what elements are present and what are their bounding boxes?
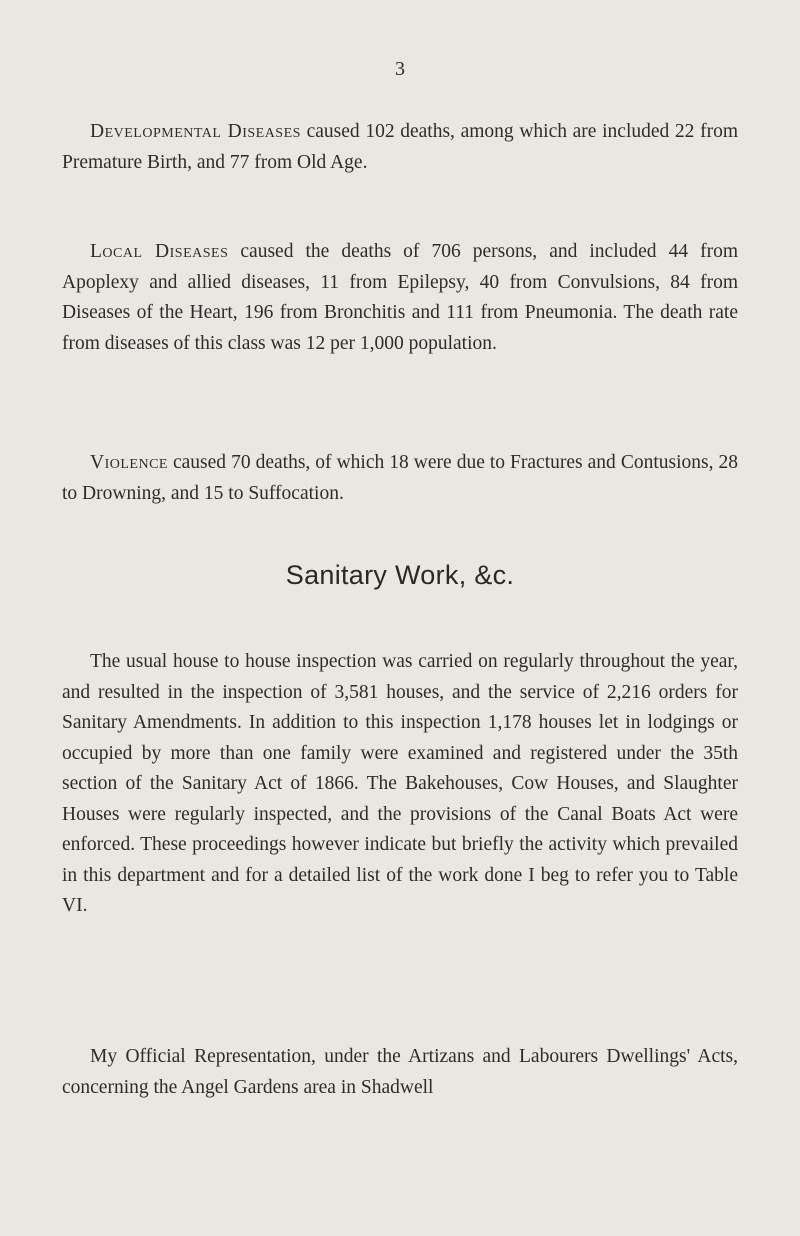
lead-term-developmental-diseases: Developmental Diseases	[90, 121, 301, 142]
paragraph-local-diseases	[62, 237, 738, 359]
paragraph-official-representation: My Official Representation, under the Artizans and Labourers Dwellings' Acts, concerning the Angel Gardens area in Shadwell	[62, 1046, 738, 1098]
paragraph-sanitary-inspection: The usual house to house inspection was carried on regularly throughout the year, and resulted in the inspection of 3,581 houses, and the service of 2,216 orders for Sanitary Amendments. In addition to this inspection 1,178 houses let in lodgings or occupied by more than one family were examined and registered under the 35th section of the Sanitary Act of 1866. The Bakehouses, Cow Houses, and Slaughter Houses were regularly inspected, and the provisions of the Canal Boats Act were enforced. These proceedings however indicate but briefly the activity which prevailed in this department and for a detailed list of the work done I beg to refer you to Table VI.	[62, 651, 738, 916]
paragraph-text: caused the deaths of 706 persons, and included 44 from Apoplexy and allied diseases, 11 from Epilepsy, 40 from Convulsions, 84 from Diseases of the Heart, 196 from Bronchitis and 111 from Pneumonia. The death rate from diseases of this class was 12 per 1,000 population.	[62, 241, 739, 354]
paragraph-text: caused 70 deaths, of which 18 were due to Fractures and Contusions, 28 to Drowning, and 15 to Suffocation.	[62, 452, 738, 504]
paragraph-text: caused 102 deaths, among which are included 22 from Premature Birth, and 77 from Old Age.	[62, 121, 739, 173]
lead-term-violence: Violence	[90, 452, 168, 473]
lead-term-local-diseases: Local Diseases	[90, 241, 229, 262]
paragraph-violence	[62, 448, 738, 509]
section-heading: Sanitary Work, &c.	[285, 560, 515, 590]
page-number: 3	[395, 58, 405, 80]
paragraph-developmental-diseases	[62, 117, 738, 178]
